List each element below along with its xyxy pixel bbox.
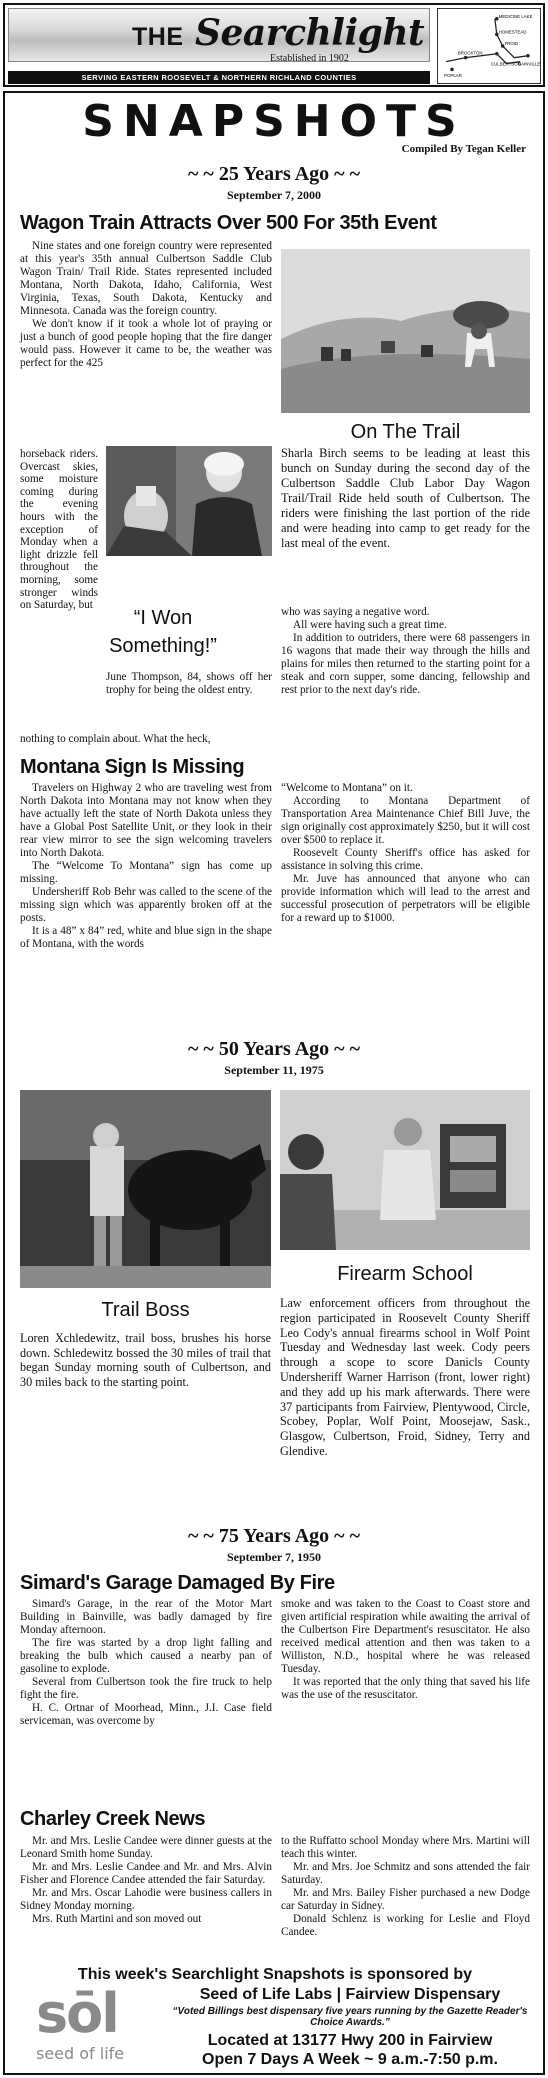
won-caption-text: June Thompson, 84, shows off her trophy for being the oldest entry. xyxy=(106,671,272,696)
trail-boss-title: Trail Boss xyxy=(101,1299,190,1321)
charley-paragraph: Mr. and Mrs. Oscar Lahodie were business callers in Sidney Monday morning. xyxy=(20,1887,272,1912)
era-heading-50: ~ ~ 50 Years Ago ~ ~ xyxy=(188,1038,360,1060)
sign-col2 xyxy=(281,782,530,925)
charley-paragraph: Mr. and Mrs. Joe Schmitz and sons attended the fair Saturday. xyxy=(281,1861,530,1886)
masthead-established: Established in 1902 xyxy=(270,53,349,64)
garage-paragraph: Simard's Garage, in the rear of the Motor Mart Building in Bainville, was badly damaged by fire Monday afternoon. xyxy=(20,1598,272,1636)
garage-paragraph: Several from Culbertson took the fire truck to help fight the fire. xyxy=(20,1676,272,1701)
trail-boss-text: Loren Xchledewitz, trail boss, brushes his horse down. Schledewitz bossed the 30 miles of trail that began Sunday morning south of Culbertson, and 30 miles back to the starting point. xyxy=(20,1331,271,1389)
map-icon xyxy=(438,9,540,83)
sponsor-address: Located at 13177 Hwy 200 in Fairview xyxy=(207,2032,493,2049)
sponsor-quote: “Voted Billings best dispensary five years running by the Gazette Reader's Choice Awards.” xyxy=(172,2006,528,2028)
wagon-col1-narrow: horseback riders. Overcast skies, some moisture coming during the evening hours with the exception of Monday when a light drizzle fell throughout the morning, some stronger winds on Saturday, but xyxy=(20,448,98,612)
trail-caption-title: On The Trail xyxy=(350,421,461,443)
wagon-paragraph: All were having such a great time. xyxy=(293,619,447,631)
garage-headline: Simard's Garage Damaged By Fire xyxy=(20,1572,335,1594)
sign-paragraph: Travelers on Highway 2 who are traveling west from North Dakota into Montana may not know when they have actually left the state of North Dakota unless they have a Global Post Satellite Unit, or they look in their rear view mirror to see the sign welcoming travelers into North Dakota. xyxy=(20,782,272,859)
garage-col1 xyxy=(20,1598,272,1728)
wagon-paragraph: Nine states and one foreign country were represented at this year's 35th annual Culbertson Saddle Club Wagon Train/ Trail Ride. States represented included Montana, North Dakota, Idaho, California, West Virginia, Texas, South Dakota, Kentucky and Minnesota. Canada was the foreign country. xyxy=(20,240,272,317)
map-label: CULBERTSON xyxy=(490,61,521,67)
trail-boss-photo xyxy=(20,1090,271,1288)
map-label: MEDICINE LAKE xyxy=(498,13,533,19)
sign-paragraph: Mr. Juve has announced that anyone who can provide information which will lead to the arrest and successful prosecution of perpetrators will be eligible for a reward up to $1000. xyxy=(281,873,530,924)
firearm-school-text: Law enforcement officers from throughout the region participated in Roosevelt County Sheriff Leo Cody's annual firearms school in Wolf Point Tuesday and Wednesday last week. Cody peers through a scope to score Danicls County Undersheriff Warner Harrison (front, lower right) and they add up his mark afterwards. There were 37 participants from Fairview, Plentywood, Circle, Scobey, Poplar, Wolf Point, Moosejaw, Sask., Glasgow, Culbertson, Froid, Sidney, Terry and Glendive. xyxy=(280,1296,530,1458)
masthead-strip: SERVING EASTERN ROOSEVELT & NORTHERN RICHLAND COUNTIES xyxy=(8,71,430,84)
won-caption-title: “I Won Something!” xyxy=(109,607,217,657)
map-label: HOMESTEAD xyxy=(498,29,527,35)
june-thompson-photo xyxy=(106,446,272,556)
masthead xyxy=(3,3,545,87)
garage-col2 xyxy=(281,1598,530,1702)
charley-paragraph: Mr. and Mrs. Bailey Fisher purchased a new Dodge car Saturday in Sidney. xyxy=(281,1887,530,1912)
wagon-headline: Wagon Train Attracts Over 500 For 35th Event xyxy=(20,212,437,234)
garage-paragraph: smoke and was taken to the Coast to Coast store and given artificial respiration while awaiting the arrival of the Culbertson Fire Department's resuscitator. He also received medical attention and then was taken to a Williston, N.D., hospital where he was released Tuesday. xyxy=(281,1598,530,1675)
masthead-title: Searchlight xyxy=(195,12,425,54)
sponsor-logo: sōl xyxy=(36,1982,118,2045)
wagon-col2 xyxy=(281,606,530,697)
charley-col1 xyxy=(20,1835,272,1926)
compiled-by: Compiled By Tegan Keller xyxy=(401,143,526,155)
charley-paragraph: Mrs. Ruth Martini and son moved out xyxy=(32,1913,202,1925)
sign-paragraph: The “Welcome To Montana” sign has come up missing. xyxy=(20,860,272,885)
trail-caption-text: Sharla Birch seems to be leading at least this bunch on Sunday during the second day of the Culbertson Saddle Club Labor Day Wagon Trail/Trail Ride held south of Culbertson. The riders were finishing the last portion of the ride and were heading into camp to get ready for the last meal of the event. xyxy=(281,446,530,550)
sponsor-logo-tagline: seed of life xyxy=(36,2044,125,2063)
firearm-school-title: Firearm School xyxy=(337,1263,473,1285)
era-heading-25: ~ ~ 25 Years Ago ~ ~ xyxy=(188,163,360,185)
sponsor-name: Seed of Life Labs | Fairview Dispensary xyxy=(199,1986,501,2003)
sponsor-intro: This week's Searchlight Snapshots is sponsored by xyxy=(77,1966,473,1983)
area-map xyxy=(437,8,541,84)
wagon-col1-end: nothing to complain about. What the heck, xyxy=(20,733,211,745)
charley-paragraph: Mr. and Mrs. Leslie Candee and Mr. and Mrs. Alvin Fisher and Florence Candee attended the fair Saturday. xyxy=(20,1861,272,1886)
sign-paragraph: Undersheriff Rob Behr was called to the scene of the missing sign which was apparently broken off at the posts. xyxy=(20,886,272,924)
era-date-50: September 11, 1975 xyxy=(224,1063,324,1077)
era-date-25: September 7, 2000 xyxy=(226,188,322,202)
sign-paragraph: According to Montana Department of Transportation Area Maintenance Chief Bill Juve, the sign originally cost approximately $250, but it will cost over $500 to replace it. xyxy=(281,795,530,846)
sign-paragraph: Roosevelt County Sheriff's office has asked for assistance in solving this crime. xyxy=(281,847,530,872)
masthead-the: THE xyxy=(132,23,184,51)
garage-paragraph: It was reported that the only thing that saved his life was the use of the resuscitator. xyxy=(281,1676,530,1701)
on-the-trail-photo xyxy=(281,249,530,413)
sign-col1 xyxy=(20,782,272,951)
wagon-paragraph: In addition to outriders, there were 68 passengers in 16 wagons that made their way through the hills and plains for miles then returned to the starting point for a steak and corn supper, some dancing, fellowship and rest prior to the next day's ride. xyxy=(281,632,530,696)
map-label: BROCKTON xyxy=(457,50,483,56)
era-heading-75: ~ ~ 75 Years Ago ~ ~ xyxy=(188,1525,360,1547)
map-label: FROID xyxy=(504,41,519,47)
sign-headline: Montana Sign Is Missing xyxy=(20,756,245,778)
wagon-paragraph: who was saying a negative word. xyxy=(281,606,430,618)
sponsor-hours: Open 7 Days A Week ~ 9 a.m.-7:50 p.m. xyxy=(202,2051,498,2068)
sign-paragraph: “Welcome to Montana” on it. xyxy=(281,782,413,794)
era-date-75: September 7, 1950 xyxy=(226,1550,322,1564)
charley-paragraph: Donald Schlenz is working for Leslie and Floyd Candee. xyxy=(281,1913,530,1938)
sign-paragraph: It is a 48” x 84” red, white and blue sign in the shape of Montana, with the words xyxy=(20,925,272,950)
section-title: SNAPSHOTS xyxy=(82,96,466,147)
firearm-school-photo xyxy=(280,1090,530,1250)
sponsor-box xyxy=(20,1966,530,2070)
map-label: BAINVILLE xyxy=(518,61,540,67)
charley-paragraph: Mr. and Mrs. Leslie Candee were dinner guests at the Leonard Smith home Sunday. xyxy=(20,1835,272,1860)
wagon-col1-top xyxy=(20,240,272,370)
map-label: POPLAR xyxy=(444,73,462,79)
garage-paragraph: H. C. Ortnar of Moorhead, Minn., J.I. Case field serviceman, was overcome by xyxy=(20,1702,272,1727)
garage-paragraph: The fire was started by a drop light falling and breaking the bulb which caused a nearby pan of gasoline to explode. xyxy=(20,1637,272,1675)
wagon-paragraph: We don't know if it took a whole lot of praying or just a bunch of good people hoping that the fire danger would pass. However it came to be, the weather was perfect for the 425 xyxy=(20,318,272,369)
charley-headline: Charley Creek News xyxy=(20,1808,206,1830)
charley-col2 xyxy=(281,1835,530,1939)
charley-paragraph: to the Ruffatto school Monday where Mrs. Martini will teach this winter. xyxy=(281,1835,530,1860)
